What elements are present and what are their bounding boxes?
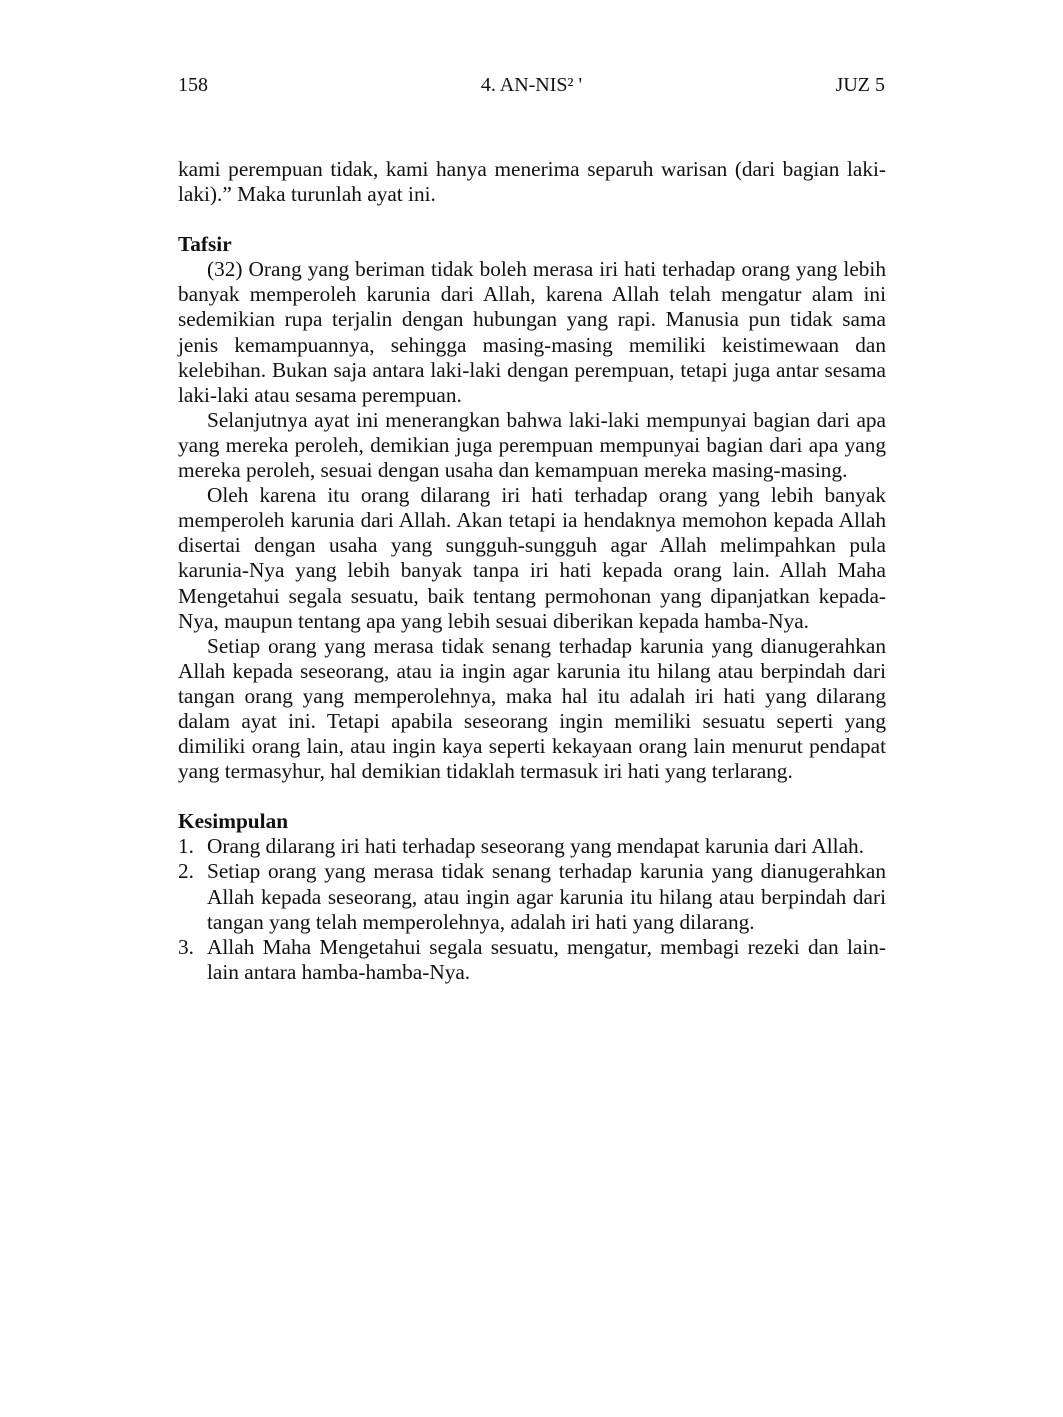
juz-label: JUZ 5	[835, 74, 885, 96]
kesimpulan-heading: Kesimpulan	[178, 809, 289, 834]
tafsir-heading: Tafsir	[178, 232, 232, 257]
page-body	[178, 157, 886, 985]
tafsir-paragraph-2: Selanjutnya ayat ini menerangkan bahwa laki-laki mempunyai bagian dari apa yang mereka peroleh, demikian juga perempuan mempunyai bagian dari apa yang mereka peroleh, sesuai dengan usaha dan kemampuan mereka masing-masing.	[178, 407, 886, 483]
conclusion-text: Allah Maha Mengetahui segala sesuatu, mengatur, membagi rezeki dan lain-lain antara hamba-hamba-Nya.	[207, 934, 886, 984]
running-header	[178, 70, 885, 100]
conclusion-number: 3.	[178, 934, 194, 959]
conclusion-list	[178, 834, 886, 985]
conclusion-number: 2.	[178, 859, 194, 884]
conclusion-number: 1.	[178, 834, 194, 859]
tafsir-paragraph-1: (32) Orang yang beriman tidak boleh merasa iri hati terhadap orang yang lebih banyak memperoleh karunia dari Allah, karena Allah telah mengatur alam ini sedemikian rupa terjalin dengan hubungan yang rapi. Manusia pun tidak sama jenis kemampuannya, sehingga masing-masing memiliki keistimewaan dan kelebihan. Bukan saja antara laki-laki dengan perempuan, tetapi juga antar sesama laki-laki atau sesama perempuan.	[178, 257, 886, 407]
chapter-title: 4. AN-NIS² '	[480, 74, 583, 96]
intro-paragraph: kami perempuan tidak, kami hanya menerima separuh warisan (dari bagian laki-laki).” Maka turunlah ayat ini.	[178, 157, 886, 207]
conclusion-item	[178, 834, 886, 859]
conclusion-text: Orang dilarang iri hati terhadap seseorang yang mendapat karunia dari Allah.	[207, 834, 865, 859]
page-number: 158	[178, 74, 208, 96]
conclusion-text: Setiap orang yang merasa tidak senang terhadap karunia yang dianugerahkan Allah kepada seseorang, atau ingin agar karunia itu hilang atau berpindah dari tangan yang telah memperolehnya, adalah iri hati yang dilarang.	[207, 859, 886, 934]
conclusion-item	[178, 859, 886, 934]
tafsir-paragraph-3: Oleh karena itu orang dilarang iri hati terhadap orang yang lebih banyak memperoleh karunia dari Allah. Akan tetapi ia hendaknya memohon kepada Allah disertai dengan usaha yang sungguh-sungguh agar Allah melimpahkan pula karunia-Nya yang lebih banyak tanpa iri hati kepada orang lain. Allah Maha Mengetahui segala sesuatu, baik tentang permohonan yang dipanjatkan kepada-Nya, maupun tentang apa yang lebih sesuai diberikan kepada hamba-Nya.	[178, 483, 886, 633]
tafsir-paragraph-4: Setiap orang yang merasa tidak senang terhadap karunia yang dianugerahkan Allah kepada seseorang, atau ia ingin agar karunia itu hilang atau berpindah dari tangan orang yang memperolehnya, maka hal itu adalah iri hati yang dilarang dalam ayat ini. Tetapi apabila seseorang ingin memiliki sesuatu seperti yang dimiliki orang lain, atau ingin kaya seperti kekayaan orang lain menurut pendapat yang termasyhur, hal demikian tidaklah termasuk iri hati yang terlarang.	[178, 633, 886, 784]
conclusion-item	[178, 935, 886, 985]
